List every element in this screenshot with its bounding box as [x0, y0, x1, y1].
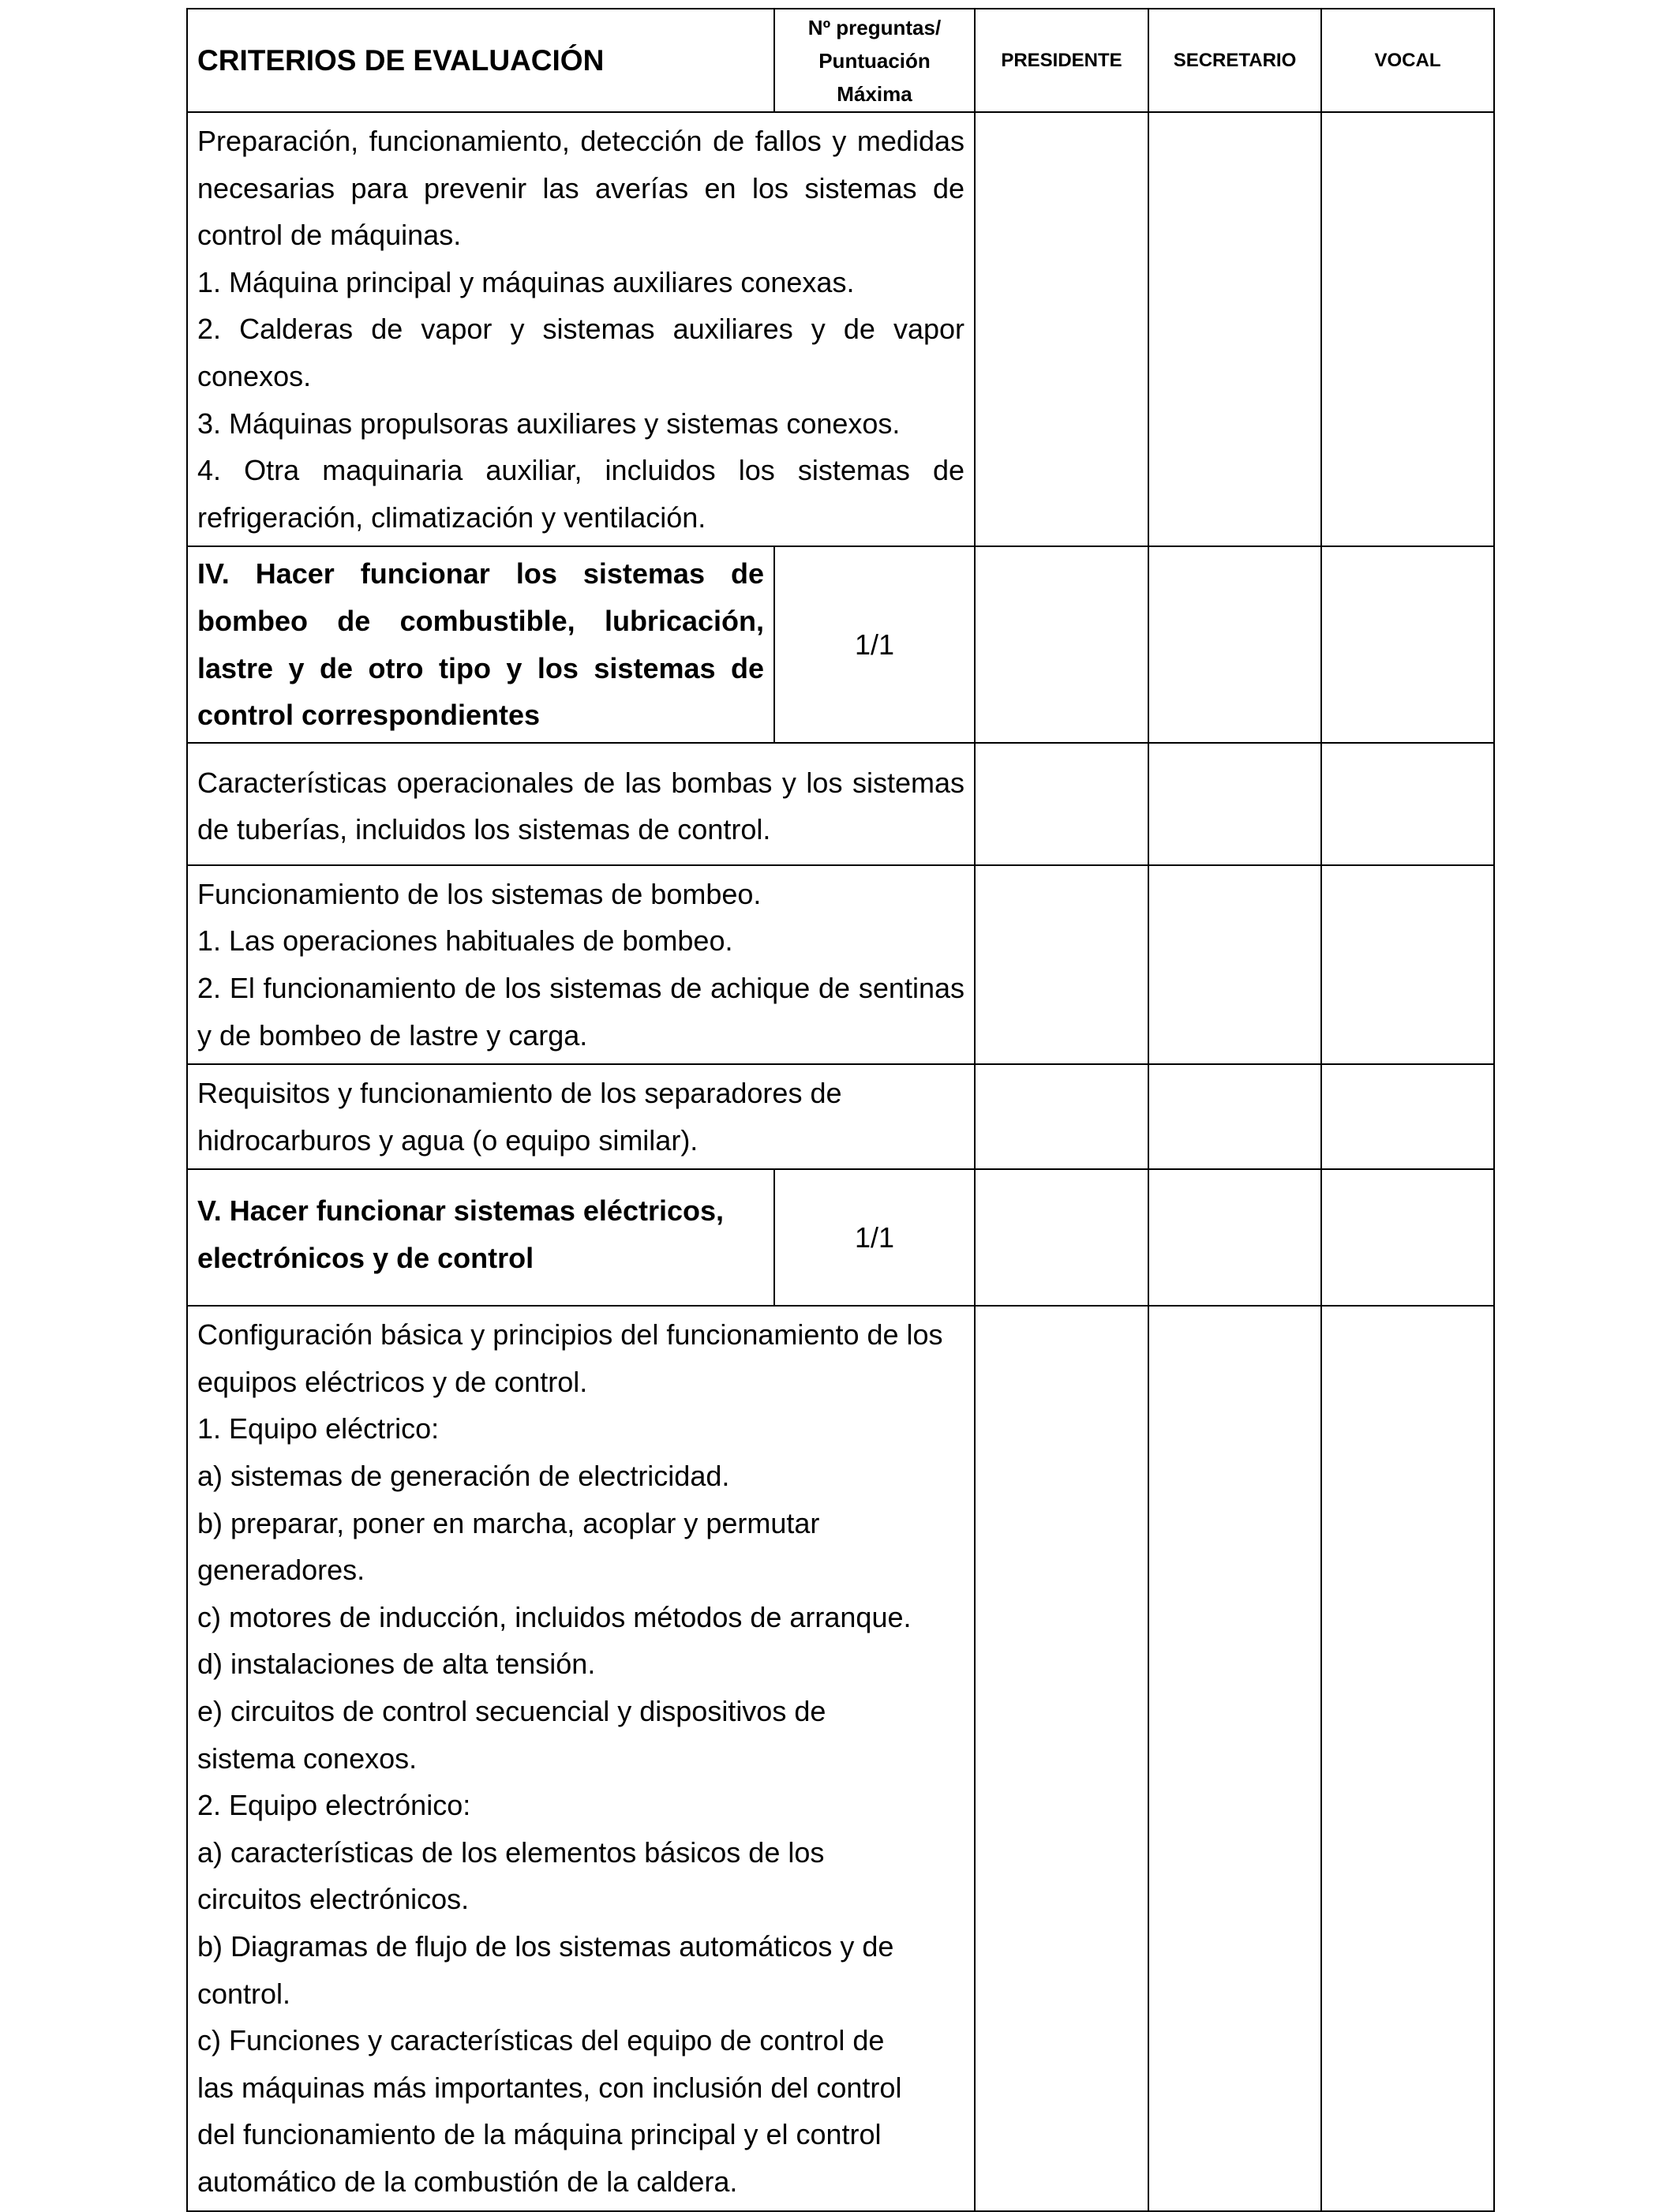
section-v-max-score: 1/1 [774, 1169, 975, 1306]
secretary-header: SECRETARIO [1148, 9, 1321, 112]
criteria-item: sistema conexos. [197, 1741, 418, 1775]
criteria-item: a) características de los elementos básicos de los [197, 1835, 825, 1869]
criteria-item: control. [197, 1977, 291, 2010]
criteria-item: automático de la combustión de la caldera. [197, 2165, 738, 2198]
criteria-row-pumping-operation [187, 865, 1494, 1064]
criteria-paragraph-line: hidrocarburos y agua (o equipo similar). [197, 1123, 699, 1157]
president-score-cell[interactable] [975, 112, 1148, 546]
vocal-score-cell[interactable] [1321, 1064, 1494, 1169]
president-score-cell[interactable] [975, 1306, 1148, 2210]
criteria-item: c) motores de inducción, incluidos métodos de arranque. [197, 1600, 912, 1633]
max-score-header-line3: Máxima [837, 81, 912, 106]
criteria-paragraph: Características operacionales de las bombas y los sistemas de tuberías, incluidos los sistemas de control. [197, 766, 964, 846]
secretary-score-cell[interactable] [1148, 1169, 1321, 1306]
criteria-item: 2. Equipo electrónico: [197, 1789, 471, 1822]
vocal-header: VOCAL [1321, 9, 1494, 112]
vocal-score-cell[interactable] [1321, 1306, 1494, 2210]
president-header: PRESIDENTE [975, 9, 1148, 112]
criteria-item: c) Funciones y características del equipo de control de [197, 2024, 885, 2057]
criteria-text-cell [187, 865, 975, 1064]
criteria-item: circuitos electrónicos. [197, 1883, 470, 1916]
section-v-title: V. Hacer funcionar sistemas eléctricos, electrónicos y de control [187, 1169, 774, 1306]
criteria-item: b) Diagramas de flujo de los sistemas automáticos y de [197, 1930, 894, 1963]
criteria-item: b) preparar, poner en marcha, acoplar y permutar [197, 1506, 820, 1539]
secretary-score-cell[interactable] [1148, 546, 1321, 742]
criteria-item: 1. Equipo eléctrico: [197, 1412, 440, 1445]
president-score-cell[interactable] [975, 865, 1148, 1064]
secretary-score-cell[interactable] [1148, 112, 1321, 546]
criteria-row-separators [187, 1064, 1494, 1169]
criteria-item: 1. Máquina principal y máquinas auxiliares conexas. [197, 265, 855, 298]
criteria-item: e) circuitos de control secuencial y dispositivos de [197, 1695, 826, 1728]
vocal-score-cell[interactable] [1321, 546, 1494, 742]
section-iv-max-score: 1/1 [774, 546, 975, 742]
evaluation-criteria-sheet [186, 8, 1493, 2212]
section-row-iv [187, 546, 1494, 742]
criteria-item: las máquinas más importantes, con inclusión del control [197, 2071, 902, 2104]
criteria-paragraph-line: Requisitos y funcionamiento de los separadores de [197, 1077, 842, 1110]
criteria-header: CRITERIOS DE EVALUACIÓN [187, 9, 774, 112]
criteria-item: a) sistemas de generación de electricidad. [197, 1460, 730, 1493]
president-score-cell[interactable] [975, 1064, 1148, 1169]
vocal-score-cell[interactable] [1321, 112, 1494, 546]
criteria-row-electrical-systems [187, 1306, 1494, 2210]
max-score-header-line1: Nº preguntas/ [807, 15, 942, 39]
section-iv-title: IV. Hacer funcionar los sistemas de bombeo de combustible, lubricación, lastre y de otro tipo y los sistemas de control correspondientes [187, 546, 774, 742]
criteria-text-cell [187, 112, 975, 546]
criteria-paragraph: Preparación, funcionamiento, detección de fallos y medidas necesarias para prevenir las averías en los sistemas de control de máquinas. [197, 125, 964, 252]
criteria-text-cell [187, 743, 975, 865]
criteria-item: 3. Máquinas propulsoras auxiliares y sistemas conexos. [197, 407, 901, 440]
secretary-score-cell[interactable] [1148, 865, 1321, 1064]
criteria-paragraph: Funcionamiento de los sistemas de bombeo. [197, 877, 762, 910]
criteria-item: 2. El funcionamiento de los sistemas de achique de sentinas y de bombeo de lastre y carga. [197, 971, 964, 1052]
criteria-item: 2. Calderas de vapor y sistemas auxiliares y de vapor conexos. [197, 313, 964, 392]
criteria-text-cell [187, 1306, 975, 2210]
header-row [187, 9, 1494, 112]
criteria-text-cell [187, 1064, 975, 1169]
president-score-cell[interactable] [975, 546, 1148, 742]
secretary-score-cell[interactable] [1148, 743, 1321, 865]
president-score-cell[interactable] [975, 743, 1148, 865]
secretary-score-cell[interactable] [1148, 1064, 1321, 1169]
criteria-item: generadores. [197, 1554, 365, 1587]
criteria-paragraph: Configuración básica y principios del funcionamiento de los equipos eléctricos y de control. [197, 1318, 943, 1398]
vocal-score-cell[interactable] [1321, 865, 1494, 1064]
criteria-item: del funcionamiento de la máquina principal y el control [197, 2118, 882, 2151]
secretary-score-cell[interactable] [1148, 1306, 1321, 2210]
section-row-v [187, 1169, 1494, 1306]
max-score-header [774, 9, 975, 112]
criteria-item: 1. Las operaciones habituales de bombeo. [197, 924, 733, 958]
criteria-item: d) instalaciones de alta tensión. [197, 1648, 596, 1681]
criteria-item: 4. Otra maquinaria auxiliar, incluidos los sistemas de refrigeración, climatización y ventilación. [197, 454, 964, 534]
vocal-score-cell[interactable] [1321, 743, 1494, 865]
max-score-header-line2: Puntuación [818, 48, 931, 73]
criteria-row-control-systems [187, 112, 1494, 546]
criteria-row-pump-characteristics [187, 743, 1494, 865]
president-score-cell[interactable] [975, 1169, 1148, 1306]
evaluation-table [186, 8, 1495, 2212]
vocal-score-cell[interactable] [1321, 1169, 1494, 1306]
